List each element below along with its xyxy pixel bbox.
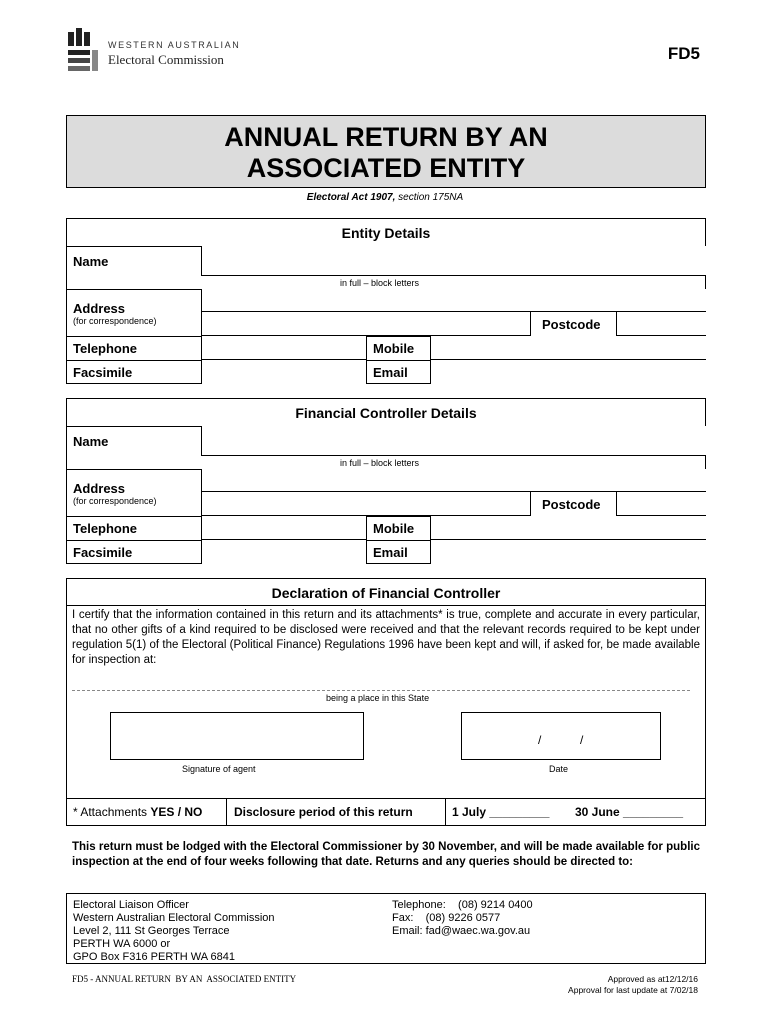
entity-name-field[interactable] (201, 246, 706, 276)
controller-facsimile-field[interactable] (201, 540, 367, 564)
act-name: Electoral Act 1907, (306, 192, 396, 203)
entity-facsimile-label: Facsimile (73, 365, 133, 380)
entity-address-label: Address (73, 301, 126, 316)
entity-postcode-field[interactable] (616, 312, 706, 336)
entity-address-field-2[interactable] (201, 312, 531, 336)
controller-telephone-label: Telephone (73, 521, 138, 536)
date-label: Date (549, 764, 569, 774)
period-start-field[interactable]: 1 July _________ (452, 805, 550, 819)
act-section: section 175NA (395, 192, 464, 203)
footer-approved: Approved as at12/12/16 (607, 974, 698, 984)
attachments-toggle[interactable] (73, 805, 202, 819)
controller-name-hint: in full – block letters (340, 458, 420, 468)
entity-telephone-label: Telephone (73, 341, 138, 356)
entity-address-field-1[interactable] (201, 289, 706, 312)
controller-postcode-field[interactable] (616, 492, 706, 516)
date-slash-1: / (538, 733, 542, 747)
contact-email[interactable]: Email: fad@waec.wa.gov.au (392, 925, 531, 937)
contact-fax: Fax: (08) 9226 0577 (392, 912, 501, 924)
form-code: FD5 (667, 44, 700, 63)
disclosure-period-label: Disclosure period of this return (234, 805, 413, 819)
inspection-place-hint: being a place in this State (326, 693, 430, 703)
lodgement-notice: This return must be lodged with the Electoral Commissioner by 30 November, and will be made available for public inspection at the end of four weeks following that date. Returns and any queries should be directed to: (72, 841, 700, 868)
act-reference (0, 192, 770, 203)
attachments-prefix: * Attachments (73, 805, 151, 819)
entity-postcode-label: Postcode (542, 317, 601, 332)
entity-telephone-field[interactable] (201, 336, 367, 360)
contact-line: PERTH WA 6000 or (73, 938, 171, 950)
waec-logo-icon (68, 28, 98, 74)
contact-address (73, 899, 275, 964)
footer-approval (568, 974, 698, 996)
controller-telephone-field[interactable] (201, 516, 367, 540)
controller-details-heading: Financial Controller Details (295, 405, 477, 421)
entity-email-label: Email (373, 365, 408, 380)
title-line-2: ASSOCIATED ENTITY (246, 153, 526, 183)
footer-last-update: Approval for last update at 7/02/18 (568, 985, 698, 995)
logo-text-bottom: Electoral Commission (108, 52, 224, 67)
controller-name-label: Name (73, 434, 109, 449)
controller-address-sub: (for correspondence) (73, 496, 157, 506)
period-end-field[interactable]: 30 June _________ (575, 805, 684, 819)
inspection-place-line[interactable] (72, 690, 690, 691)
declaration-text: I certify that the information contained in this return and its attachments* is true, complete and accurate in every particular, that no other gifts of a kind required to be disclosed were received and that the relevant records required to be kept under regulation 5(1) of the Electoral (Political Finance) Regulations 1996 have been kept and will, if asked for, be made available for inspection at: (72, 609, 700, 666)
controller-email-field[interactable] (430, 540, 706, 564)
controller-email-label: Email (373, 545, 408, 560)
contact-telephone: Telephone: (08) 9214 0400 (392, 899, 533, 911)
attachments-yes-no[interactable]: YES / NO (150, 805, 203, 819)
title-box (66, 115, 706, 188)
footer-form-name: FD5 - ANNUAL RETURN BY AN ASSOCIATED ENTITY (72, 974, 297, 984)
title-line-1: ANNUAL RETURN BY AN (224, 122, 548, 152)
contact-details (392, 899, 533, 938)
contact-line: GPO Box F316 PERTH WA 6841 (73, 951, 236, 963)
entity-email-field[interactable] (430, 360, 706, 384)
entity-facsimile-field[interactable] (201, 360, 367, 384)
controller-facsimile-label: Facsimile (73, 545, 133, 560)
declaration-heading: Declaration of Financial Controller (271, 585, 501, 601)
contact-line: Western Australian Electoral Commission (73, 912, 275, 924)
controller-address-field-1[interactable] (201, 469, 706, 492)
contact-line: Level 2, 111 St Georges Terrace (73, 925, 230, 937)
contact-line: Electoral Liaison Officer (73, 899, 189, 911)
signature-box[interactable] (110, 712, 364, 760)
entity-address-sub: (for correspondence) (73, 316, 157, 326)
controller-mobile-label: Mobile (373, 521, 415, 536)
entity-name-hint: in full – block letters (340, 278, 420, 288)
controller-address-label: Address (73, 481, 126, 496)
entity-details-heading: Entity Details (341, 225, 431, 241)
entity-mobile-field[interactable] (430, 336, 706, 360)
entity-mobile-label: Mobile (373, 341, 415, 356)
controller-mobile-field[interactable] (430, 516, 706, 540)
entity-name-label: Name (73, 254, 109, 269)
date-box[interactable] (461, 712, 661, 760)
signature-label: Signature of agent (182, 764, 256, 774)
logo-text-top: WESTERN AUSTRALIAN (108, 40, 241, 50)
controller-name-field[interactable] (201, 426, 706, 456)
controller-postcode-label: Postcode (542, 497, 601, 512)
controller-address-field-2[interactable] (201, 492, 531, 516)
date-slash-2: / (580, 733, 584, 747)
